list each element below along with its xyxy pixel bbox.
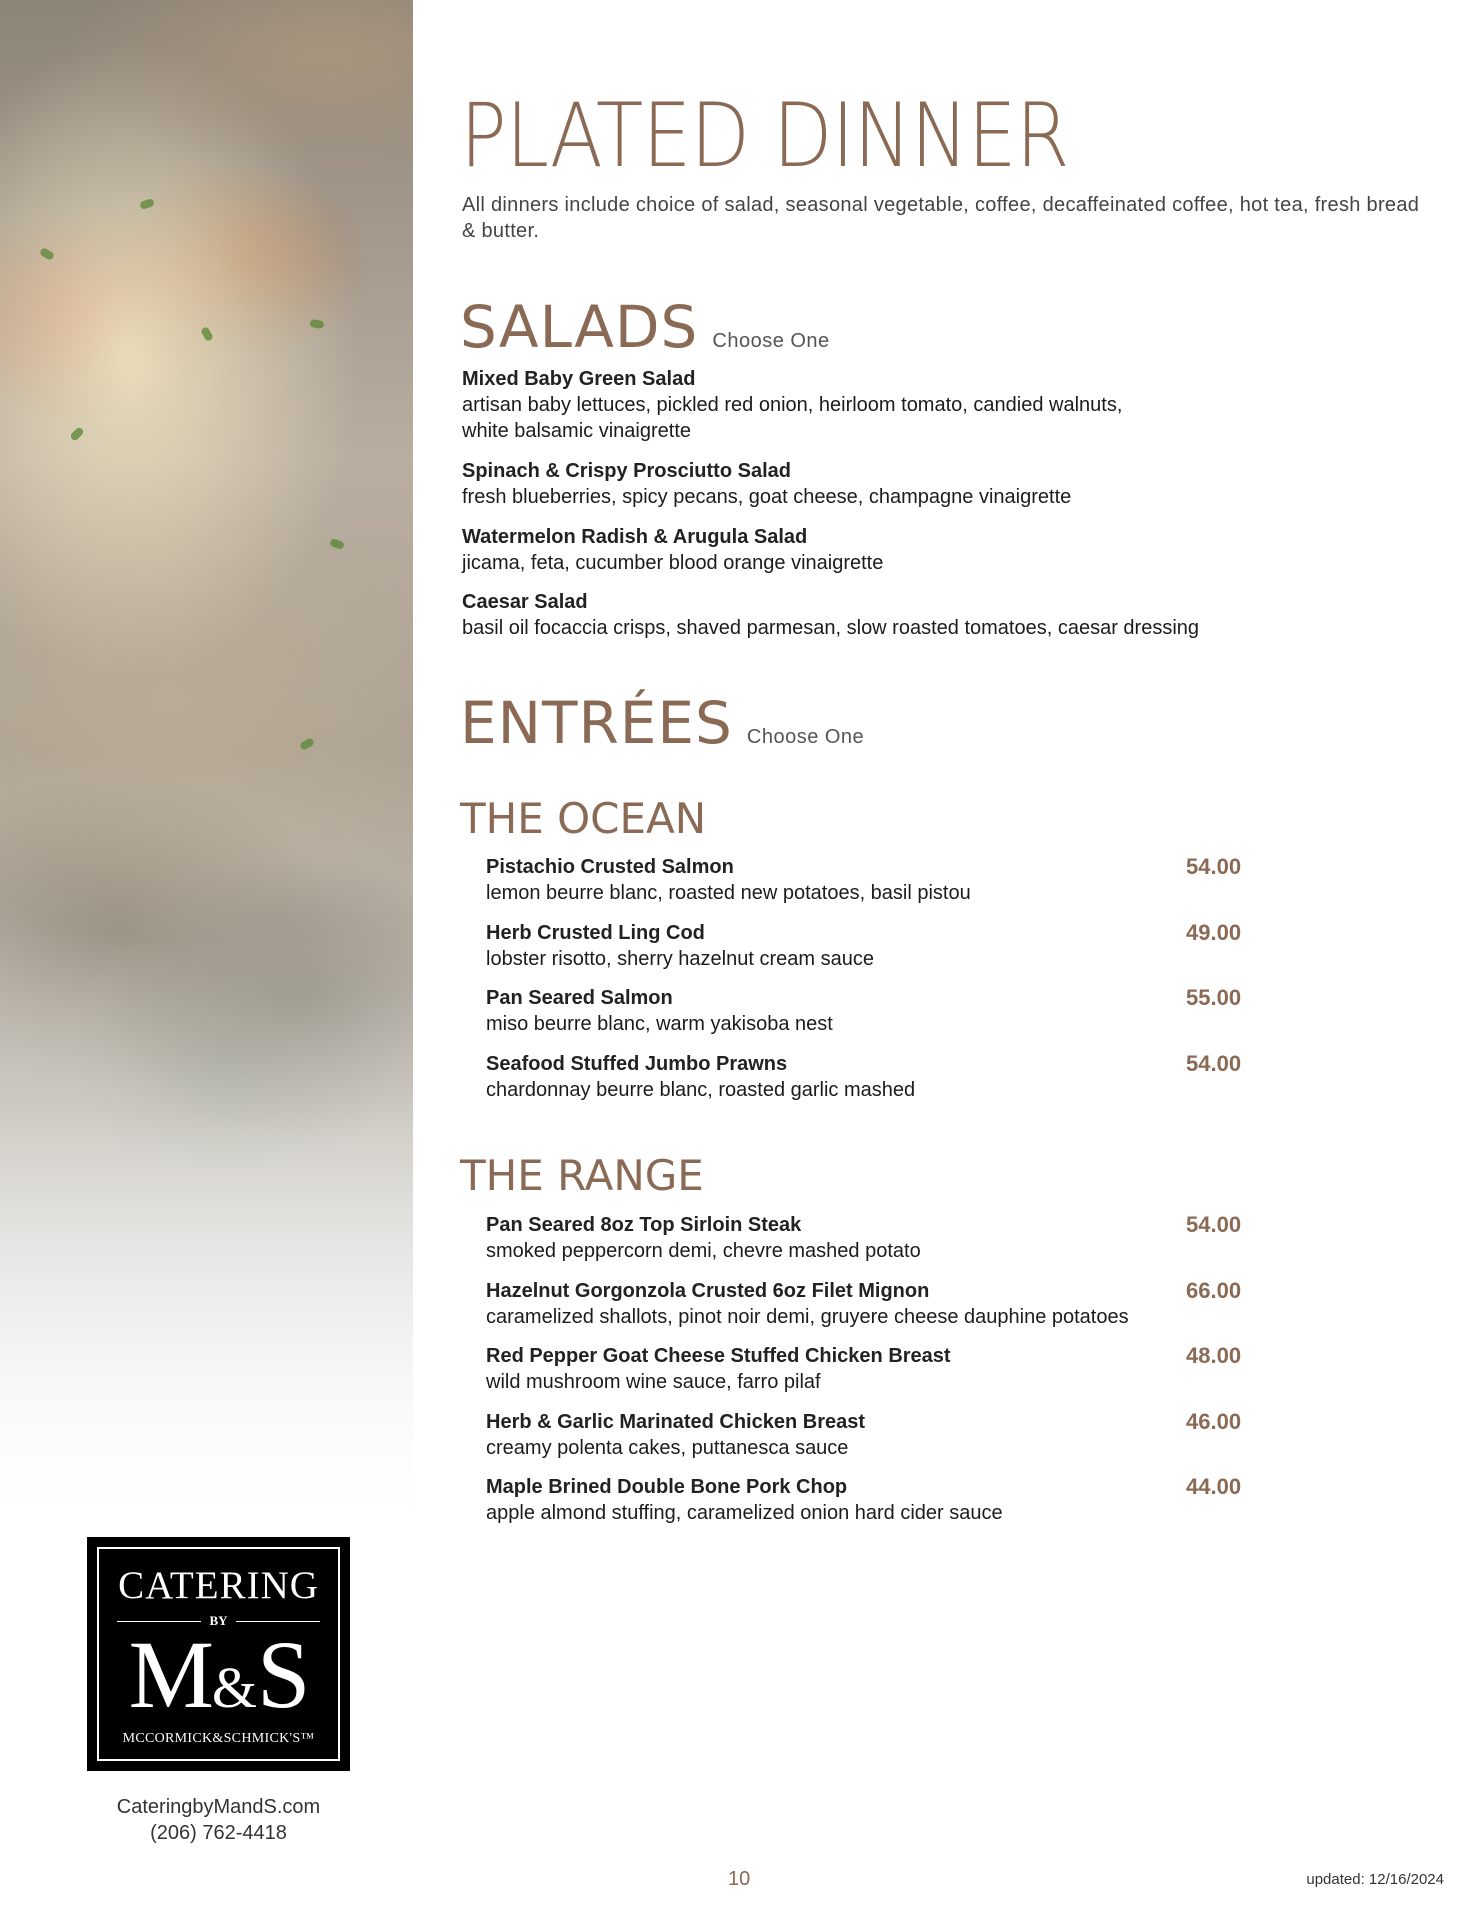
range-item — [486, 1409, 1286, 1461]
salad-name: Spinach & Crispy Prosciutto Salad — [462, 460, 791, 482]
range-title: THE RANGE — [460, 1151, 704, 1200]
entree-desc: wild mushroom wine sauce, farro pilaf — [486, 1371, 821, 1393]
entree-name: Pan Seared 8oz Top Sirloin Steak — [486, 1214, 802, 1236]
page-title: PLATED DINNER — [460, 84, 1069, 187]
entree-name: Herb & Garlic Marinated Chicken Breast — [486, 1411, 866, 1433]
entree-name: Maple Brined Double Bone Pork Chop — [486, 1476, 848, 1498]
entree-desc: lobster risotto, sherry hazelnut cream sauce — [486, 948, 874, 970]
salad-desc: white balsamic vinaigrette — [462, 420, 691, 442]
contact-website[interactable]: CateringbyMandS.com — [116, 1796, 321, 1818]
ocean-item — [486, 985, 1286, 1037]
logo-ms-text: M&S — [128, 1621, 309, 1728]
entree-price: 48.00 — [1186, 1343, 1242, 1368]
salad-desc: basil oil focaccia crisps, shaved parmesan, slow roasted tomatoes, caesar dressing — [462, 617, 1200, 639]
salad-item — [462, 458, 1262, 510]
entree-desc: creamy polenta cakes, puttanesca sauce — [486, 1437, 849, 1459]
entree-price: 54.00 — [1186, 854, 1242, 879]
entree-price: 55.00 — [1186, 985, 1242, 1010]
entree-name: Seafood Stuffed Jumbo Prawns — [486, 1053, 788, 1075]
salad-item — [462, 524, 1262, 576]
entree-price: 66.00 — [1186, 1278, 1242, 1303]
entree-price: 46.00 — [1186, 1409, 1242, 1434]
entree-desc: smoked peppercorn demi, chevre mashed potato — [486, 1240, 921, 1262]
entree-desc: lemon beurre blanc, roasted new potatoes, basil pistou — [486, 882, 971, 904]
salad-item — [462, 366, 1262, 444]
salads-note: Choose One — [712, 330, 830, 352]
contact-phone[interactable]: (206) 762-4418 — [150, 1822, 287, 1844]
brand-logo — [87, 1537, 350, 1771]
entree-price: 54.00 — [1186, 1051, 1242, 1076]
salad-name: Mixed Baby Green Salad — [462, 368, 696, 390]
entree-price: 54.00 — [1186, 1212, 1242, 1237]
ocean-title: THE OCEAN — [460, 794, 707, 843]
salads-heading — [460, 293, 830, 361]
range-item — [486, 1212, 1286, 1264]
salad-desc: artisan baby lettuces, pickled red onion, heirloom tomato, candied walnuts, — [462, 394, 1123, 416]
logo-by-text: BY — [209, 1613, 228, 1628]
entree-name: Hazelnut Gorgonzola Crusted 6oz Filet Mignon — [486, 1280, 930, 1302]
entrees-heading — [460, 689, 865, 757]
entree-name: Pistachio Crusted Salmon — [486, 856, 734, 878]
entree-name: Herb Crusted Ling Cod — [486, 922, 705, 944]
logo-catering-text: CATERING — [118, 1564, 319, 1607]
food-photo — [0, 0, 413, 1530]
entree-desc: chardonnay beurre blanc, roasted garlic mashed — [486, 1079, 916, 1101]
salads-title: SALADS — [460, 293, 699, 361]
ocean-item — [486, 920, 1286, 972]
entree-price: 49.00 — [1186, 920, 1242, 945]
page-number: 10 — [728, 1868, 751, 1890]
entree-name: Pan Seared Salmon — [486, 987, 673, 1009]
entrees-note: Choose One — [746, 726, 865, 748]
entree-price: 44.00 — [1186, 1474, 1242, 1499]
salad-name: Watermelon Radish & Arugula Salad — [462, 526, 808, 548]
entree-desc: miso beurre blanc, warm yakisoba nest — [486, 1013, 833, 1035]
salad-desc: jicama, feta, cucumber blood orange vinaigrette — [462, 552, 884, 574]
updated-date: updated: 12/16/2024 — [1306, 1871, 1444, 1888]
intro-text: All dinners include choice of salad, seasonal vegetable, coffee, decaffeinated coffee, hot tea, fresh bread & butter. — [462, 194, 1420, 242]
ocean-item — [486, 1051, 1286, 1103]
entree-desc: caramelized shallots, pinot noir demi, gruyere cheese dauphine potatoes — [486, 1306, 1129, 1328]
entree-desc: apple almond stuffing, caramelized onion hard cider sauce — [486, 1502, 1003, 1524]
entrees-title: ENTRÉES — [460, 689, 733, 757]
range-item — [486, 1474, 1286, 1526]
range-item — [486, 1278, 1286, 1330]
range-item — [486, 1343, 1286, 1395]
ocean-item — [486, 854, 1286, 906]
salad-name: Caesar Salad — [462, 591, 588, 613]
salad-item — [462, 589, 1262, 641]
salad-desc: fresh blueberries, spicy pecans, goat cheese, champagne vinaigrette — [462, 486, 1072, 508]
entree-name: Red Pepper Goat Cheese Stuffed Chicken Breast — [486, 1345, 951, 1367]
logo-subtitle: MCCORMICK&SCHMICK'S™ — [122, 1731, 315, 1746]
